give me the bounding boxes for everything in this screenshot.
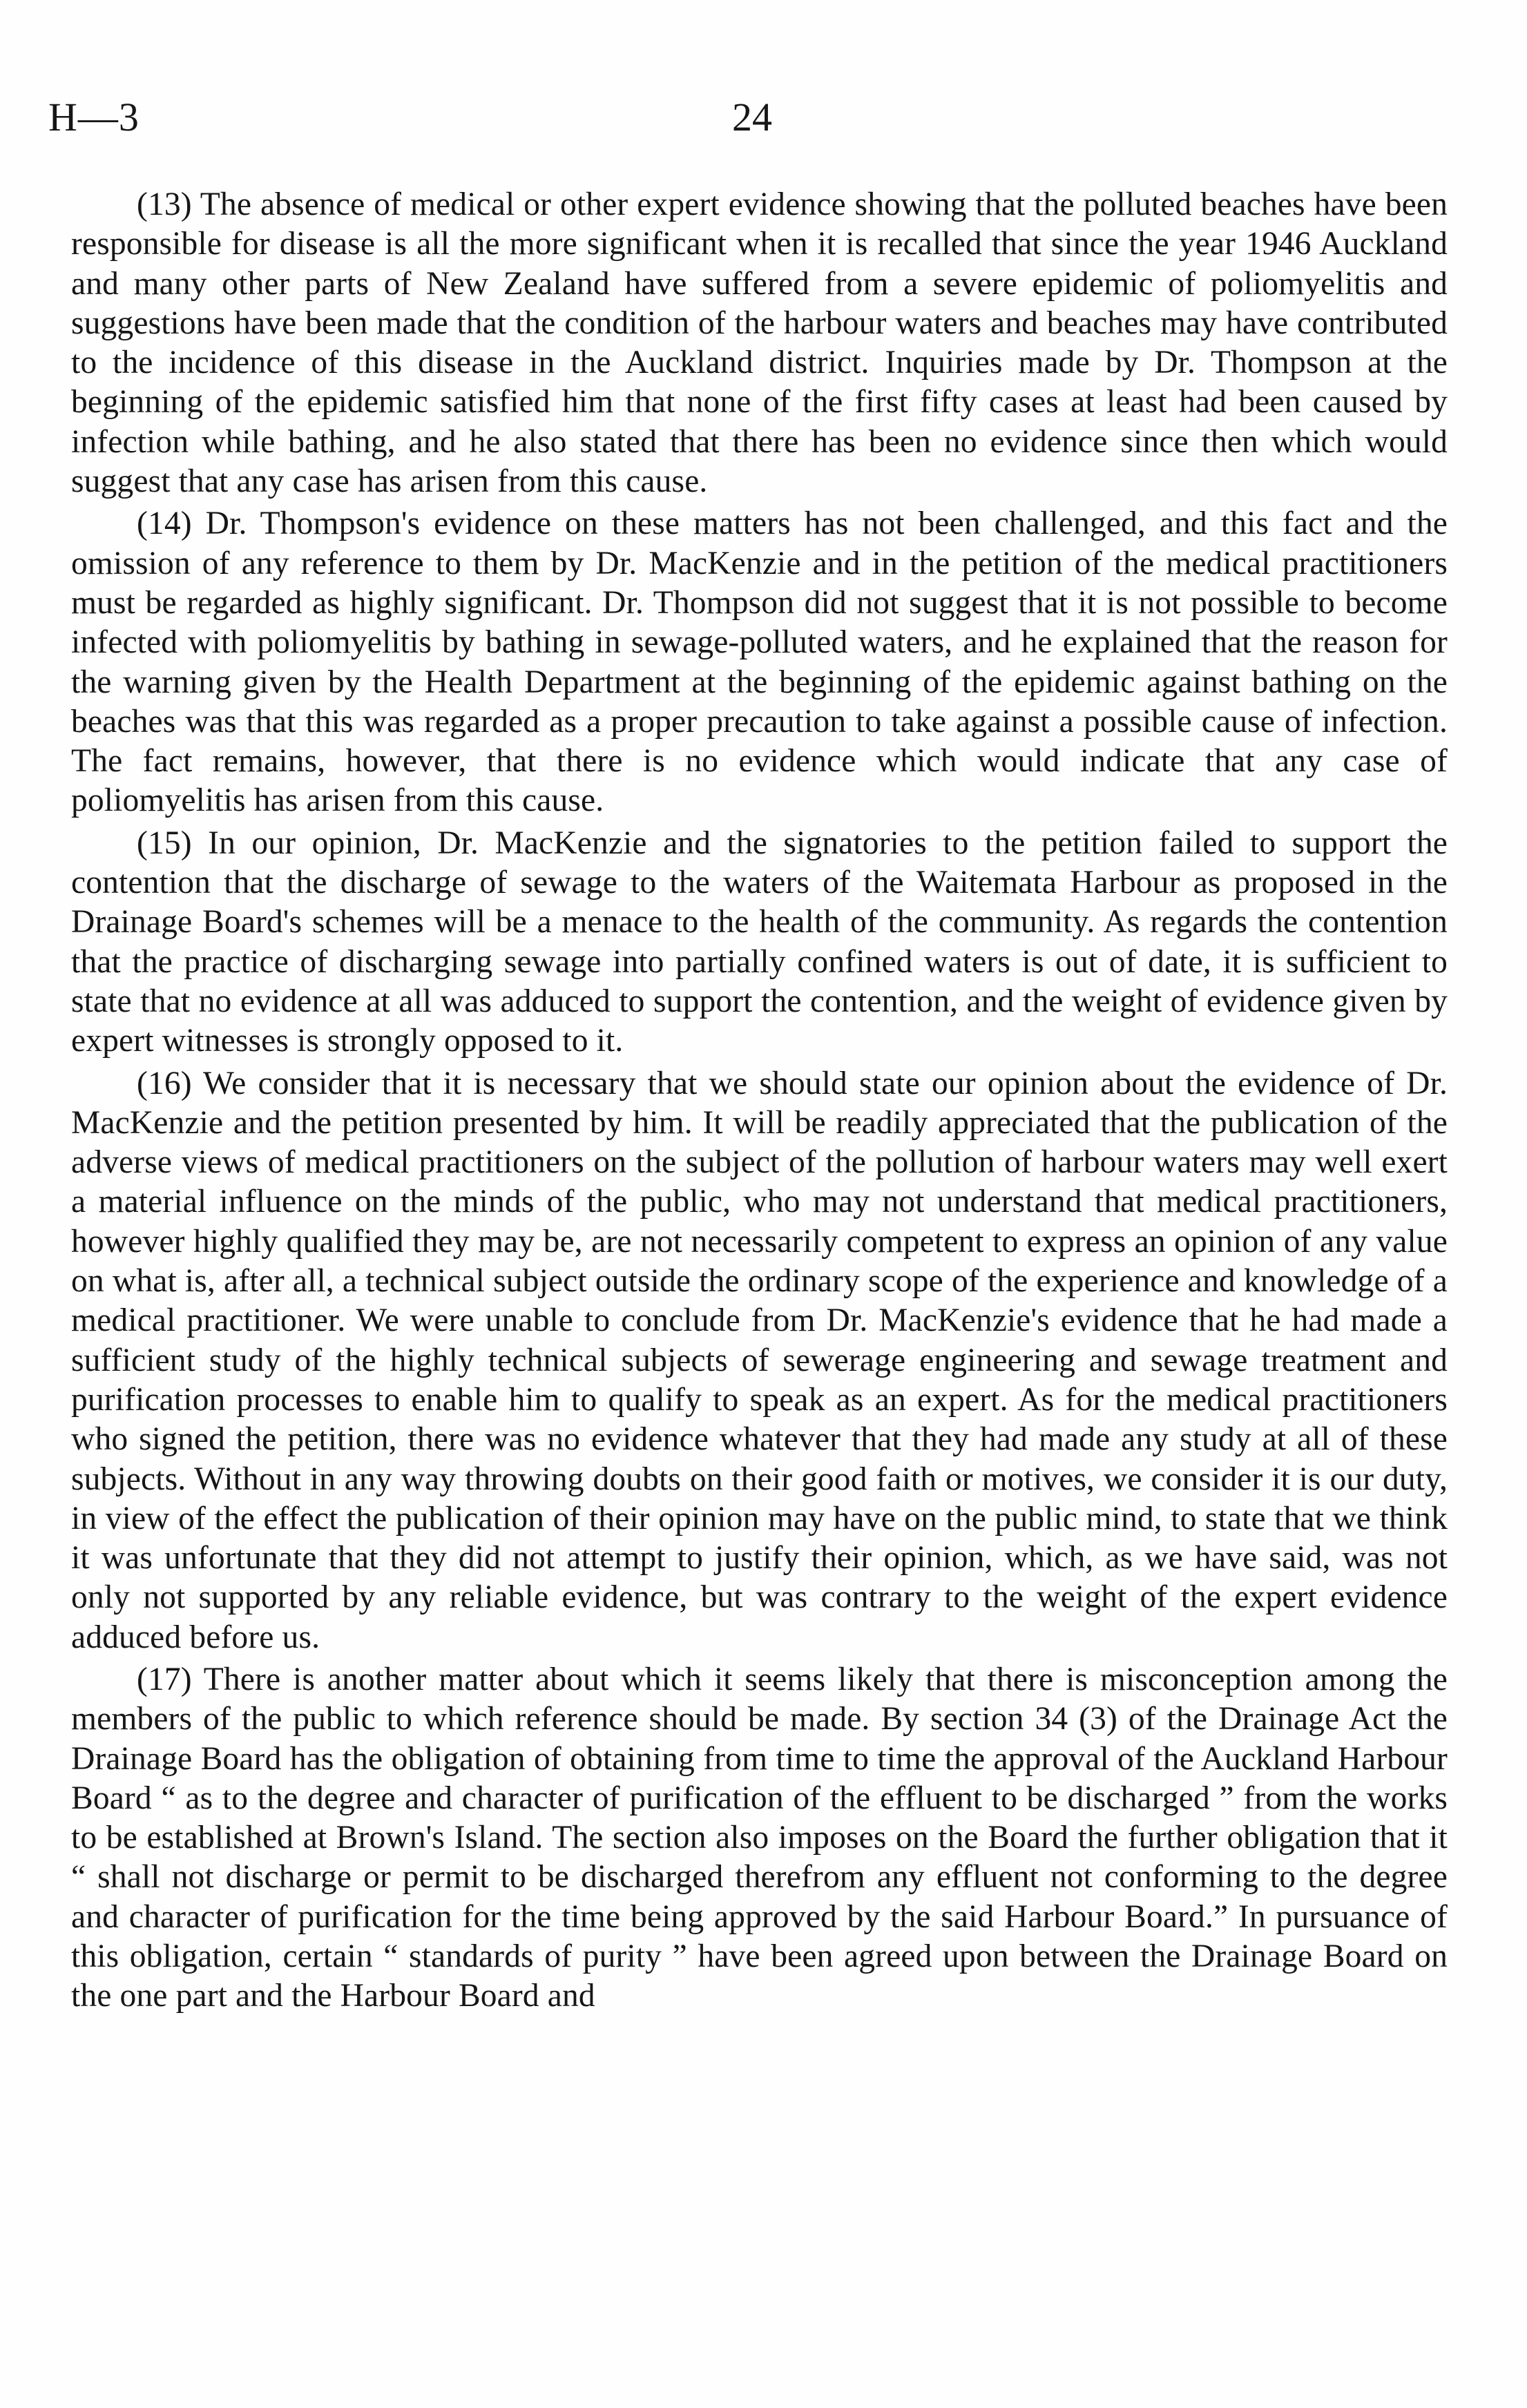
paragraph-15: (15) In our opinion, Dr. MacKenzie and the signatories to the petition failed to support the contention that the discharge of sewage to the waters of the Waitemata Harbour as proposed in the Drainage Board's schemes will be a menace to the health of the community. As regards the contention that the practice of discharging sewage into partially confined waters is out of date, it is sufficient to state that no evidence at all was adduced to support the contention, and the weight of evidence given by expert witnesses is strongly opposed to it. [71, 825, 1448, 1059]
page-header [48, 93, 1457, 148]
paragraph-17: (17) There is another matter about which it seems likely that there is misconception among the members of the public to which reference should be made. By section 34 (3) of the Drainage Act the Drainage Board has the obligation of obtaining from time to time the approval of the Auckland Harbour Board “ as to the degree and character of purification of the effluent to be discharged ” from the works to be established at Brown's Island. The section also imposes on the Board the further obligation that it “ shall not discharge or permit to be discharged therefrom any effluent not conforming to the degree and character of purification for the time being approved by the said Harbour Board.” In pursuance of this obligation, certain “ standards of purity ” have been agreed upon between the Drainage Board on the one part and the Harbour Board and [71, 1661, 1448, 2014]
document-code: H—3 [48, 95, 140, 139]
paragraph-13: (13) The absence of medical or other expert evidence showing that the polluted beaches have been responsible for disease is all the more significant when it is recalled that since the year 1946 Auckland and many other parts of New Zealand have suffered from a severe epidemic of poliomyelitis and suggestions have been made that the condition of the harbour waters and beaches may have contributed to the incidence of this disease in the Auckland district. Inquiries made by Dr. Thompson at the beginning of the epidemic satisfied him that none of the first fifty cases at least had been caused by infection while bathing, and he also stated that there has been no evidence since then which would suggest that any case has arisen from this cause. [71, 186, 1448, 500]
paragraph-16: (16) We consider that it is necessary that we should state our opinion about the evidence of Dr. MacKenzie and the petition presented by him. It will be readily appreciated that the publication of the adverse views of medical practitioners on the subject of the pollution of harbour waters may well exert a material influence on the minds of the public, who may not understand that medical practitioners, however highly qualified they may be, are not necessarily competent to express an opinion of any value on what is, after all, a technical subject outside the ordinary scope of the experience and knowledge of a medical practitioner. We were unable to conclude from Dr. MacKenzie's evidence that he had made a sufficient study of the highly technical subjects of sewerage engineering and sewage treatment and purification processes to enable him to qualify to speak as an expert. As for the medical practitioners who signed the petition, there was no evidence whatever that they had made any study at all of these subjects. Without in any way throwing doubts on their good faith or motives, we consider it is our duty, in view of the effect the publication of their opinion may have on the public mind, to state that we think it was unfortunate that they did not attempt to justify their opinion, which, as we have said, was not only not supported by any reliable evidence, but was contrary to the weight of the expert evidence adduced before us. [71, 1065, 1448, 1655]
paragraph-14: (14) Dr. Thompson's evidence on these matters has not been challenged, and this fact and the omission of any reference to them by Dr. MacKenzie and in the petition of the medical practitioners must be regarded as highly significant. Dr. Thompson did not suggest that it is not possible to become infected with poliomyelitis by bathing in sewage-polluted waters, and he explained that the reason for the warning given by the Health Department at the beginning of the epidemic against bathing on the beaches was that this was regarded as a proper precaution to take against a possible cause of infection. The fact remains, however, that there is no evidence which would indicate that any case of poliomyelitis has arisen from this cause. [71, 505, 1448, 819]
body-text [71, 185, 1448, 2019]
page-number: 24 [732, 95, 772, 139]
